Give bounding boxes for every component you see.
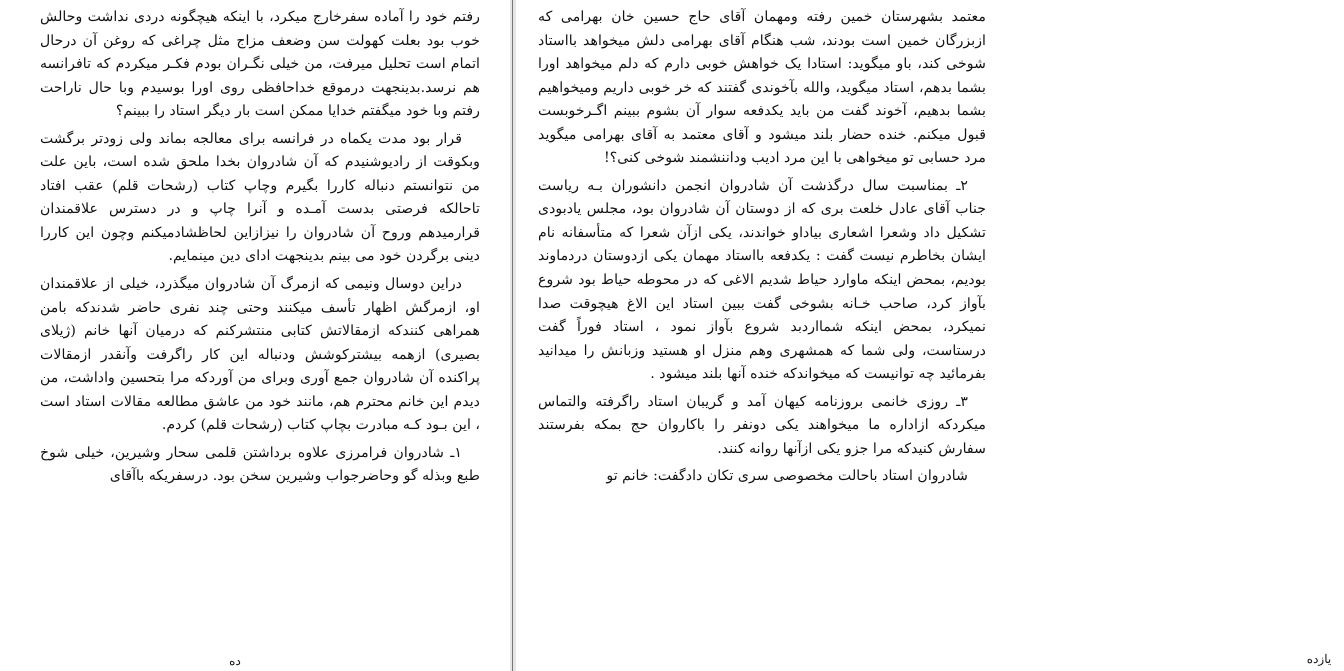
left-paragraph-1: رفتم خود را آماده سفرخارج میکرد، با اینکه هیچگونه دردی نداشت وحالش خوب بود بعلت کهولت سن وضعف مزاج مثل چراغی که روغن آن درحال اتمام است تحلیل میرفت، من خیلی نگـران بودم فکـر میکردم که تافرانسه هم نرسد.بدینجهت درموقع خداحافظی روی اورا بوسیدم وبا حال ناراحت رفتم وبا خود میگفتم خدایا ممکن است بار دیگر استاد را ببینم؟: [40, 9, 480, 120]
left-paragraph-3: دراین دوسال ونیمی که ازمرگ آن شادروان میگذرد، خیلی از علاقمندان او، ازمرگش اظهار تأسف میکنند وحتی چند نفری حاضر شدندکه بامن همراهی کنندکه ازمقالاتش کتابی منتشرکنم که درمیان آنها خانم (ژیلای بصیری) ازهمه بیشترکوشش ودنباله این کار راگرفت وآنقدر ازمقالات پراکنده آن شادروان جمع آوری وبرای من آوردکه مرا بتحسین واداشت، من دیدم این خانم محترم هم، مانند خود من عاشق مطالعه مقالات استاد است ، این بـود کـه مبادرت بچاپ کتاب (رشحات قلم) کردم.: [40, 276, 480, 434]
left-page-text: [40, 6, 480, 489]
right-paragraph-1: معتمد بشهرستان خمین رفته ومهمان آقای حاج حسین خان بهرامی که ازبزرگان خمین است بودند، شب هنگام آقای بهرامی دلش میخواهد بااستاد شوخی کند، باو میگوید: استادا یک خواهش خوبی دارم که دلم میخواهد اورا بشما بدهم، استاد میگوید، والله بآخوندی گفتند که خر خوبی داریم ومیخواهیم بشما بدهیم، آخوند گفت من باید یکدفعه سوار آن بشوم ببینم اگـرخوبست قبول میکنم. خنده حضار بلند میشود و آقای معتمد به آقای بهرامی میگوید مرد حسابی تو میخواهی با این مرد ادیب وداننشمند شوخی کنی؟!: [538, 9, 986, 167]
left-paragraph-4: ۱ـ شادروان فرامرزی علاوه برداشتن قلمی سحار وشیرین، خیلی شوخ طبع وبذله گو وحاضرجواب وشیرین سخن بود. درسفریکه باآقای: [40, 444, 480, 485]
right-paragraph-4: شادروان استاد باحالت مخصوصی سری تکان دادگفت: خانم تو: [606, 468, 968, 485]
right-page-number: یازده: [1306, 652, 1332, 666]
gutter-divider: [512, 0, 513, 671]
right-paragraph-3: ۳ـ روزی خانمی بروزنامه کیهان آمد و گریبان استاد راگرفته والتماس میکردکه ازاداره ما میخواهند یکی دونفر را باکاروان حج بمکه بفرستند سفارش کنیدکه مرا جزو یکی ازآنها روانه کنند.: [538, 393, 986, 457]
left-page-number: ده: [229, 654, 241, 668]
left-page: [0, 0, 510, 671]
right-paragraph-2: ۲ـ بمناسبت سال درگذشت آن شادروان انجمن دانشوران بـه ریاست جناب آقای عادل خلعت بری که از دوستان آن شادروان بود، مجلس یادبودی تشکیل داد وشعرا اشعاری بیاداو خواندند، یکی ازآن شعرا که متأسفانه نام ایشان بخاطرم نیست گفت : یکدفعه بااستاد مهمان یکی ازدوستان دردماوند بودیم، بمحض اینکه ماوارد حیاط شدیم الاغی که در محوطه حیاط بود شروع بآواز کرد، صاحب خـانه بشوخی گفت ببین استاد این الاغ هیچوقت صدا نمیکرد، بمحض اینکه شمااردبد شروع بآواز نمود ، استاد فوراً گفت درستاست، ولی شما که همشهری وهم منزل او هستید وزبانش را میدانید بفرمائید چه توانیست که میخواندکه خنده آنها بلند میشود .: [538, 177, 986, 383]
right-page: [516, 0, 1332, 671]
right-page-text: [538, 6, 986, 489]
left-paragraph-2: قرار بود مدت یکماه در فرانسه برای معالجه بماند ولی زودتر برگشت وبکوقت از رادیوشنیدم که آن شادروان بخدا ملحق شده است، باین علت من نتوانستم دنباله کاررا بگیرم وچاپ کتاب (رشحات قلم) عقب افتاد تاحالکه فرصتی بدست آمـده و آنرا چاپ و در دسترس علاقمندان قرارمیدهم وروح آن شادروان را نیزازاین لحاظشادمیکنم وچون این کاررا دینی برگردن خود می بینم بدینجهت ادای دین مینمایم.: [40, 130, 480, 265]
